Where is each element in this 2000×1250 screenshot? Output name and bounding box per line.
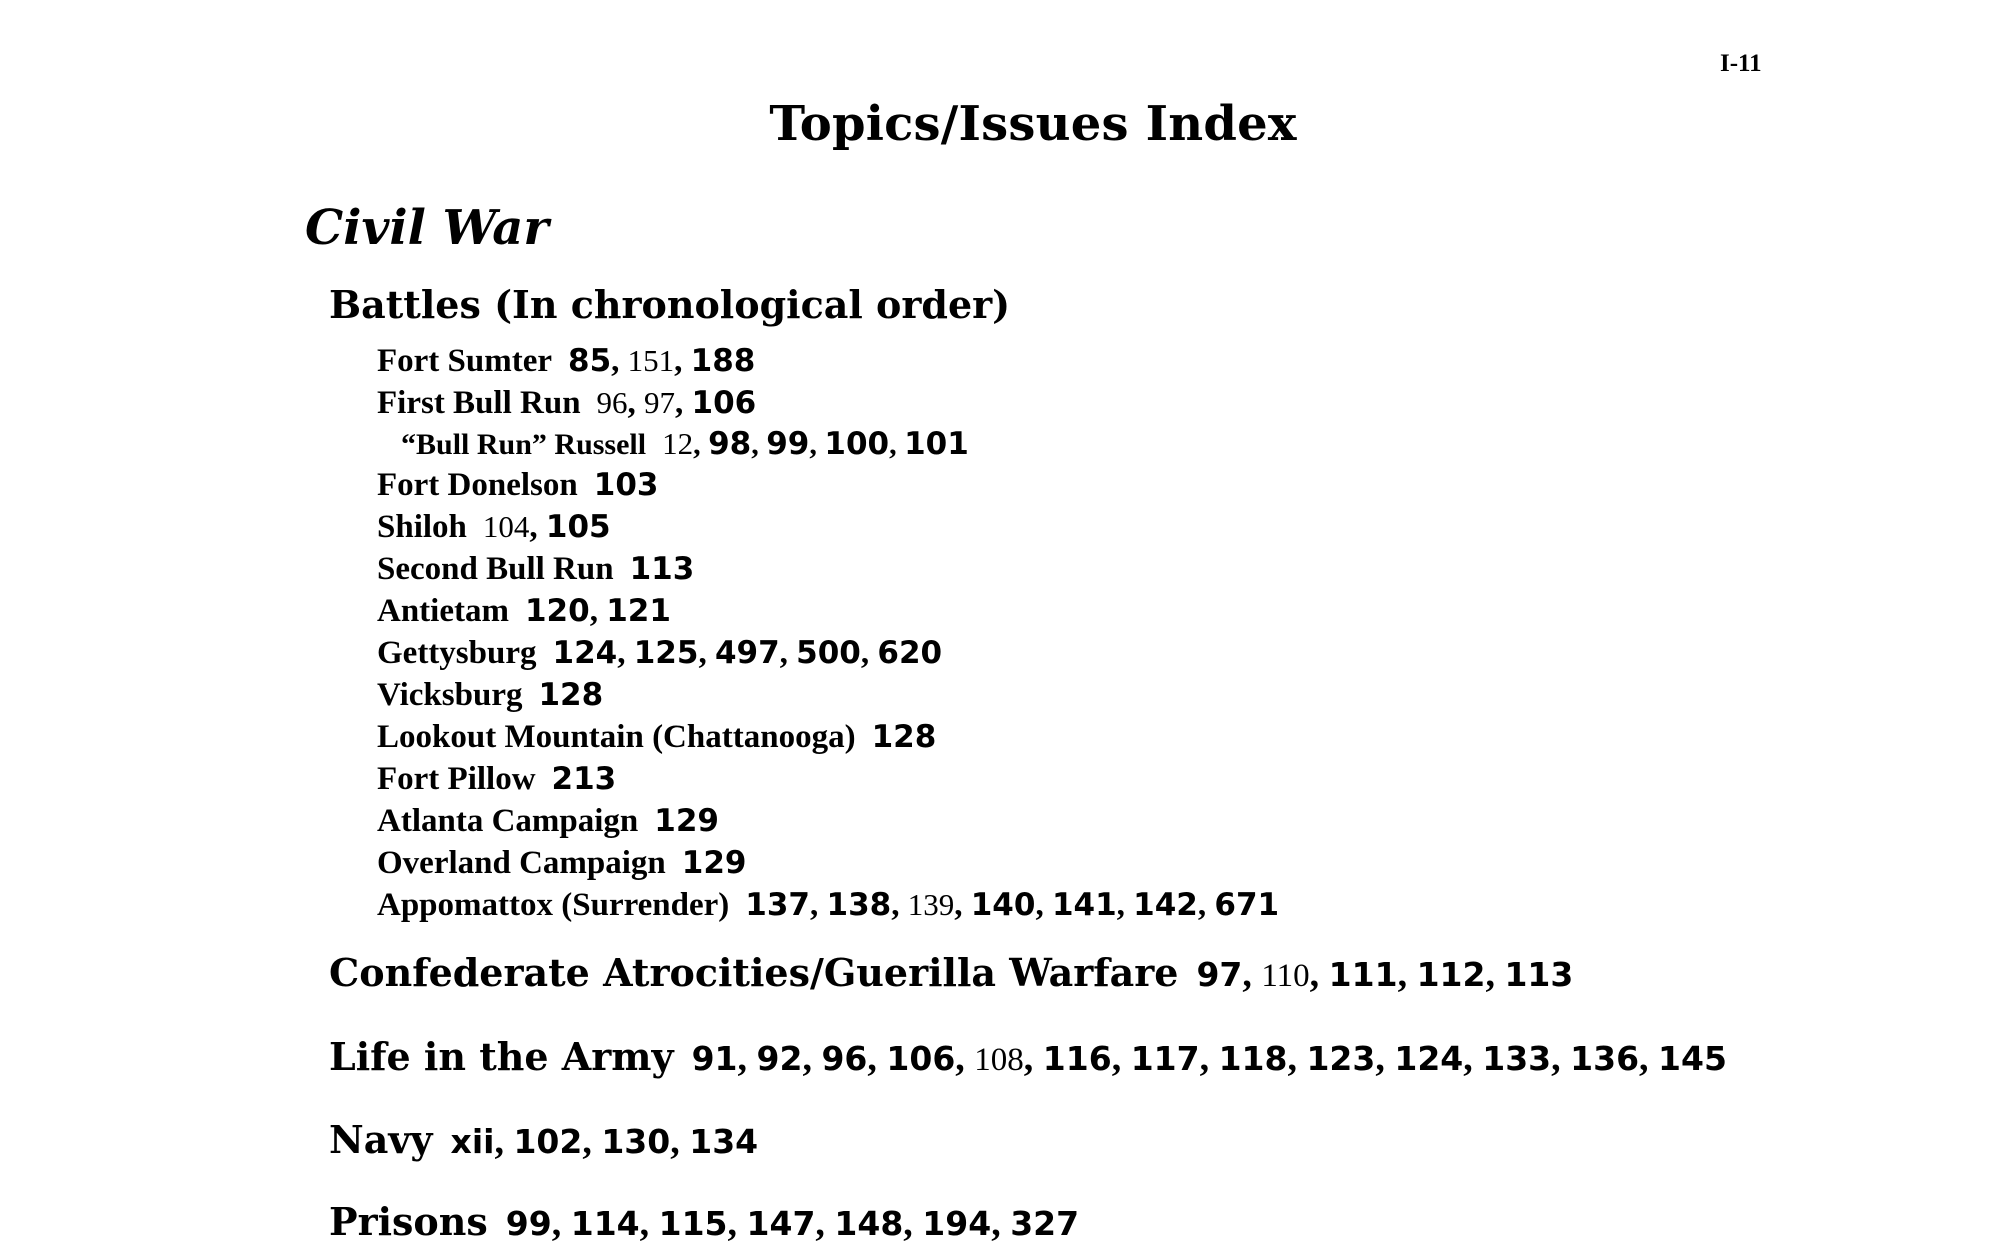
topic-life-in-the-army bbox=[329, 1034, 1727, 1080]
page-separator: , bbox=[1035, 887, 1052, 923]
page-ref: 142 bbox=[1133, 887, 1198, 923]
page-ref: 213 bbox=[551, 761, 617, 797]
battle-entry bbox=[377, 340, 1279, 382]
page-ref: 98 bbox=[708, 426, 752, 462]
page-ref: 194 bbox=[922, 1204, 992, 1243]
topic-page-refs bbox=[692, 1034, 1727, 1079]
page-separator: , bbox=[809, 428, 825, 461]
page-ref: 106 bbox=[691, 385, 757, 421]
page-ref: 128 bbox=[871, 719, 937, 755]
page-separator: , bbox=[891, 887, 908, 923]
page-number: I-11 bbox=[1720, 50, 1762, 77]
page-ref: 151 bbox=[627, 343, 675, 378]
topic-navy bbox=[329, 1117, 758, 1163]
battle-entry bbox=[377, 382, 1279, 424]
page-separator: , bbox=[627, 385, 645, 421]
battle-entry bbox=[377, 424, 1279, 464]
page-separator: , bbox=[1551, 1037, 1571, 1079]
page-ref: 129 bbox=[654, 803, 719, 839]
page-ref: 106 bbox=[886, 1039, 956, 1078]
page-ref: 620 bbox=[877, 635, 943, 671]
page-ref: 12 bbox=[662, 426, 694, 461]
battle-entry bbox=[377, 842, 1279, 884]
page-ref: 124 bbox=[1394, 1039, 1464, 1078]
page-ref: 104 bbox=[482, 509, 530, 544]
battle-entry bbox=[377, 884, 1279, 926]
page-separator: , bbox=[954, 887, 971, 923]
battle-name: Fort Sumter bbox=[377, 343, 553, 379]
page-separator: , bbox=[802, 1037, 822, 1079]
topic-confederate-atrocities bbox=[329, 950, 1573, 996]
page-ref: 96 bbox=[596, 385, 628, 420]
battle-name: Antietam bbox=[377, 593, 509, 629]
page-ref: 101 bbox=[904, 426, 969, 462]
page-ref: 138 bbox=[826, 887, 892, 923]
page-separator: , bbox=[1242, 953, 1262, 995]
page-ref: 102 bbox=[513, 1122, 583, 1161]
page-separator: , bbox=[494, 1120, 514, 1162]
page-ref: 129 bbox=[681, 845, 747, 881]
page-ref: 327 bbox=[1010, 1204, 1080, 1243]
page-ref: 147 bbox=[746, 1204, 816, 1243]
page-separator: , bbox=[1639, 1037, 1659, 1079]
page-ref: 110 bbox=[1261, 958, 1310, 994]
section-title-civil-war: Civil War bbox=[305, 200, 549, 256]
page-separator: , bbox=[639, 1202, 659, 1244]
page-separator: , bbox=[589, 593, 607, 629]
page-ref: 97 bbox=[644, 385, 676, 420]
page-ref: 117 bbox=[1130, 1039, 1200, 1078]
page-separator: , bbox=[674, 343, 691, 379]
page-ref: 99 bbox=[766, 426, 810, 462]
page-separator: , bbox=[815, 1202, 835, 1244]
battle-name: First Bull Run bbox=[377, 385, 581, 421]
topic-name: Confederate Atrocities/Guerilla Warfare bbox=[329, 950, 1179, 995]
page-ref: 133 bbox=[1482, 1039, 1552, 1078]
page-ref: 139 bbox=[907, 887, 955, 922]
page-separator: , bbox=[1116, 887, 1134, 923]
page-ref: 99 bbox=[505, 1204, 552, 1243]
battle-name: Fort Donelson bbox=[377, 467, 578, 503]
topic-name: Life in the Army bbox=[329, 1034, 674, 1079]
battle-entry bbox=[377, 506, 1279, 548]
page-ref: 118 bbox=[1218, 1039, 1288, 1078]
battle-name: Lookout Mountain (Chattanooga) bbox=[377, 719, 856, 755]
page-ref: 136 bbox=[1570, 1039, 1640, 1078]
page-separator: , bbox=[991, 1202, 1011, 1244]
page-ref: 92 bbox=[756, 1039, 803, 1078]
page-ref: 125 bbox=[633, 635, 699, 671]
page-ref: 140 bbox=[970, 887, 1036, 923]
page-separator: , bbox=[727, 1202, 747, 1244]
page-ref: 103 bbox=[593, 467, 659, 503]
page-ref: 188 bbox=[690, 343, 756, 379]
battle-entry bbox=[377, 716, 1279, 758]
page-ref: 105 bbox=[545, 509, 611, 545]
page-separator: , bbox=[1309, 953, 1329, 995]
battle-name: Second Bull Run bbox=[377, 551, 614, 587]
page-ref: 145 bbox=[1658, 1039, 1727, 1078]
page-ref: 120 bbox=[524, 593, 590, 629]
page-separator: , bbox=[903, 1202, 923, 1244]
page-ref: 112 bbox=[1416, 955, 1486, 994]
page-separator: , bbox=[779, 635, 797, 671]
topic-page-refs bbox=[451, 1117, 759, 1162]
page-separator: , bbox=[1397, 953, 1417, 995]
topic-name: Prisons bbox=[329, 1199, 488, 1244]
page-separator: , bbox=[867, 1037, 887, 1079]
page-ref: 148 bbox=[834, 1204, 904, 1243]
page-separator: , bbox=[1199, 1037, 1219, 1079]
page-ref: 115 bbox=[658, 1204, 728, 1243]
page-ref: 121 bbox=[606, 593, 671, 629]
topic-prisons bbox=[329, 1199, 1079, 1245]
page-ref: xii bbox=[450, 1122, 495, 1161]
page-ref: 497 bbox=[714, 635, 780, 671]
page-ref: 91 bbox=[691, 1039, 738, 1078]
battle-entry bbox=[377, 464, 1279, 506]
page-ref: 100 bbox=[824, 426, 890, 462]
page-separator: , bbox=[889, 428, 905, 461]
page-ref: 108 bbox=[974, 1042, 1024, 1078]
battle-name: Shiloh bbox=[377, 509, 467, 545]
page-separator: , bbox=[1485, 953, 1505, 995]
page-ref: 116 bbox=[1042, 1039, 1112, 1078]
battle-entry bbox=[377, 674, 1279, 716]
page-separator: , bbox=[860, 635, 878, 671]
page-ref: 113 bbox=[1504, 955, 1574, 994]
page-ref: 113 bbox=[629, 551, 695, 587]
page-separator: , bbox=[1463, 1037, 1483, 1079]
page-ref: 97 bbox=[1196, 955, 1243, 994]
battle-entry bbox=[377, 590, 1279, 632]
page-separator: , bbox=[611, 343, 628, 379]
page-separator: , bbox=[810, 887, 827, 923]
battle-entry bbox=[377, 758, 1279, 800]
page-separator: , bbox=[582, 1120, 602, 1162]
page-separator: , bbox=[670, 1120, 690, 1162]
page-title: Topics/Issues Index bbox=[769, 96, 1297, 152]
battle-name: Overland Campaign bbox=[377, 845, 666, 881]
page-separator: , bbox=[751, 428, 767, 461]
battle-list bbox=[377, 340, 1279, 926]
page-ref: 123 bbox=[1306, 1039, 1376, 1078]
page-ref: 130 bbox=[601, 1122, 671, 1161]
page-ref: 124 bbox=[552, 635, 618, 671]
page-separator: , bbox=[617, 635, 634, 671]
page-separator: , bbox=[675, 385, 692, 421]
battle-name: Gettysburg bbox=[377, 635, 537, 671]
battle-entry bbox=[377, 800, 1279, 842]
topic-page-refs bbox=[1196, 950, 1573, 995]
page-ref: 671 bbox=[1214, 887, 1280, 923]
page-ref: 137 bbox=[745, 887, 811, 923]
battles-heading: Battles (In chronological order) bbox=[329, 282, 1011, 327]
battle-name: Vicksburg bbox=[377, 677, 523, 713]
battle-name: Fort Pillow bbox=[377, 761, 536, 797]
page-ref: 85 bbox=[568, 343, 612, 379]
page-separator: , bbox=[529, 509, 546, 545]
page-ref: 96 bbox=[821, 1039, 868, 1078]
battle-name: Atlanta Campaign bbox=[377, 803, 639, 839]
battle-entry bbox=[377, 632, 1279, 674]
page-ref: 128 bbox=[538, 677, 604, 713]
page-ref: 141 bbox=[1051, 887, 1117, 923]
topic-name: Navy bbox=[329, 1117, 433, 1162]
page-separator: , bbox=[551, 1202, 571, 1244]
page-separator: , bbox=[1197, 887, 1215, 923]
page-separator: , bbox=[1375, 1037, 1395, 1079]
battle-name: Appomattox (Surrender) bbox=[377, 887, 730, 923]
page-separator: , bbox=[693, 428, 709, 461]
page-ref: 114 bbox=[570, 1204, 640, 1243]
page-ref: 134 bbox=[689, 1122, 759, 1161]
page-separator: , bbox=[955, 1037, 975, 1079]
page-ref: 500 bbox=[796, 635, 861, 671]
battle-name: “Bull Run” Russell bbox=[401, 428, 647, 461]
topic-page-refs bbox=[506, 1199, 1079, 1244]
page-separator: , bbox=[737, 1037, 757, 1079]
page-separator: , bbox=[698, 635, 715, 671]
battle-entry bbox=[377, 548, 1279, 590]
page-ref: 111 bbox=[1328, 955, 1398, 994]
page-separator: , bbox=[1023, 1037, 1043, 1079]
page-separator: , bbox=[1111, 1037, 1131, 1079]
page-separator: , bbox=[1287, 1037, 1307, 1079]
